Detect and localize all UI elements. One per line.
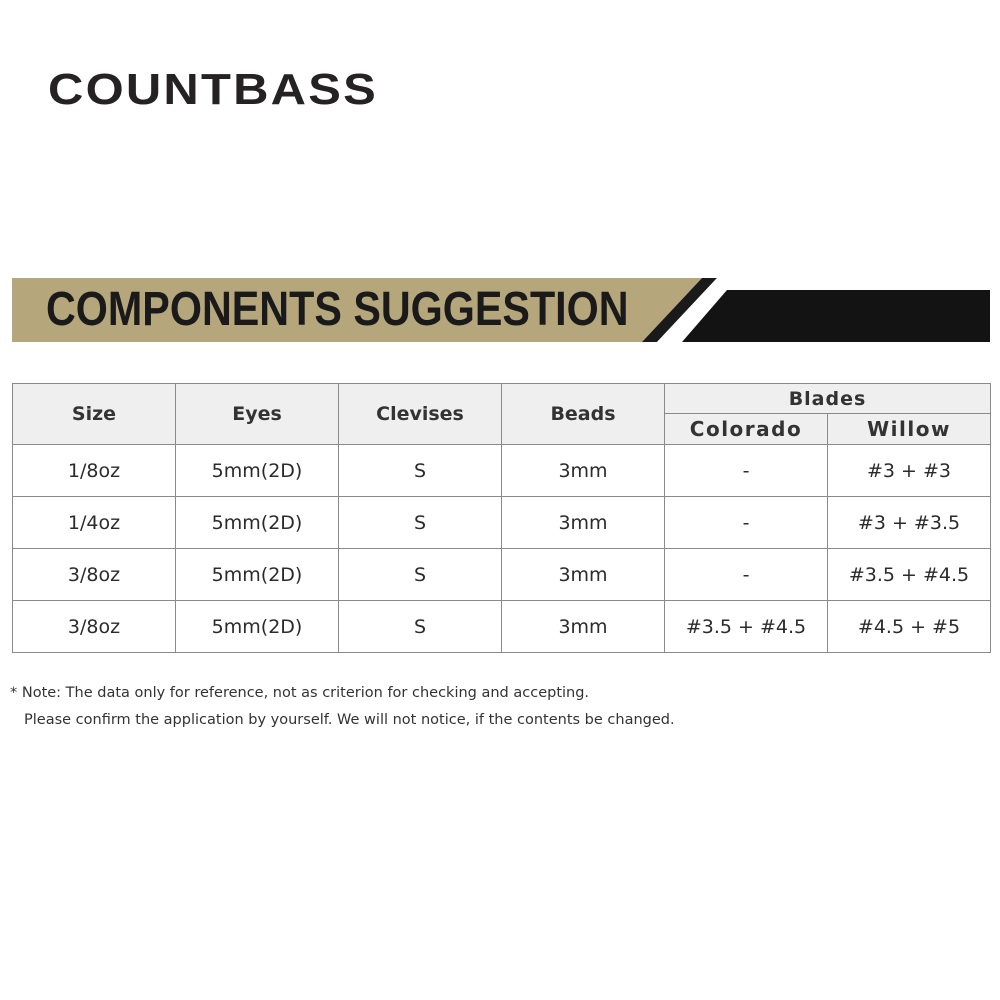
header-blades: Blades [665,384,991,414]
table-row [13,497,991,549]
header-willow: Willow [828,414,991,445]
cell-clevises: S [339,445,502,497]
note-line-2: Please confirm the application by yourself. We will not notice, if the contents be changed. [24,712,675,728]
header-eyes: Eyes [176,384,339,445]
cell-beads: 3mm [502,497,665,549]
cell-clevises: S [339,549,502,601]
cell-size: 1/8oz [13,445,176,497]
header-clevises: Clevises [339,384,502,445]
countbass-logo [48,64,388,114]
components-suggestion-banner [12,278,990,342]
cell-willow: #3 + #3 [828,445,991,497]
cell-beads: 3mm [502,445,665,497]
cell-willow: #4.5 + #5 [828,601,991,653]
logo-text: COUNTBASS [48,65,378,114]
cell-size: 1/4oz [13,497,176,549]
cell-eyes: 5mm(2D) [176,601,339,653]
table-row [13,601,991,653]
components-table [12,383,991,653]
table-row [13,445,991,497]
cell-colorado: - [665,445,828,497]
cell-eyes: 5mm(2D) [176,445,339,497]
cell-colorado: #3.5 + #4.5 [665,601,828,653]
cell-willow: #3 + #3.5 [828,497,991,549]
cell-colorado: - [665,497,828,549]
cell-colorado: - [665,549,828,601]
table-row [13,549,991,601]
header-beads: Beads [502,384,665,445]
header-size: Size [13,384,176,445]
cell-beads: 3mm [502,601,665,653]
header-colorado: Colorado [665,414,828,445]
cell-eyes: 5mm(2D) [176,549,339,601]
cell-willow: #3.5 + #4.5 [828,549,991,601]
note-line-1: * Note: The data only for reference, not as criterion for checking and accepting. [10,685,590,701]
banner-title: COMPONENTS SUGGESTION [46,283,629,336]
cell-size: 3/8oz [13,601,176,653]
cell-beads: 3mm [502,549,665,601]
cell-size: 3/8oz [13,549,176,601]
reference-note [10,680,675,734]
cell-clevises: S [339,601,502,653]
cell-eyes: 5mm(2D) [176,497,339,549]
cell-clevises: S [339,497,502,549]
